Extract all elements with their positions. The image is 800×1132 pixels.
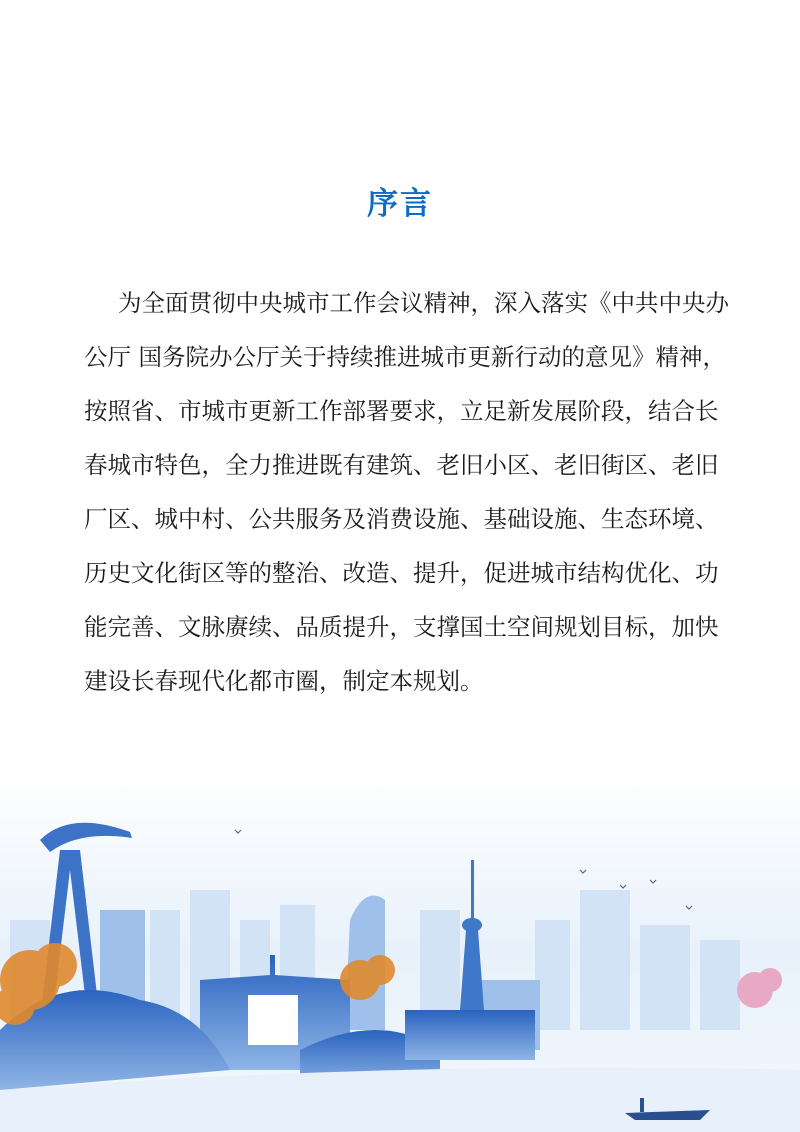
- preface-paragraph: [84, 283, 729, 715]
- paragraph-line: 历史文化街区等的整治、改造、提升，促进城市结构优化、功: [84, 559, 719, 587]
- paragraph-line: 厂区、城中村、公共服务及消费设施、基础设施、生态环境、: [84, 505, 719, 533]
- paragraph-line: 按照省、市城市更新工作部署要求，立足新发展阶段，结合长: [84, 397, 719, 425]
- city-skyline-illustration: [0, 770, 800, 1132]
- paragraph-line: 春城市特色，全力推进既有建筑、老旧小区、老旧街区、老旧: [84, 451, 719, 479]
- paragraph-line: 公厅 国务院办公厅关于持续推进城市更新行动的意见》精神，: [84, 343, 726, 371]
- paragraph-line: 建设长春现代化都市圈，制定本规划。: [84, 667, 484, 695]
- page-title: 序言: [367, 186, 433, 222]
- paragraph-line: 能完善、文脉赓续、品质提升，支撑国土空间规划目标，加快: [84, 613, 719, 641]
- paragraph-line: 为全面贯彻中央城市工作会议精神，深入落实《中共中央办: [118, 289, 729, 317]
